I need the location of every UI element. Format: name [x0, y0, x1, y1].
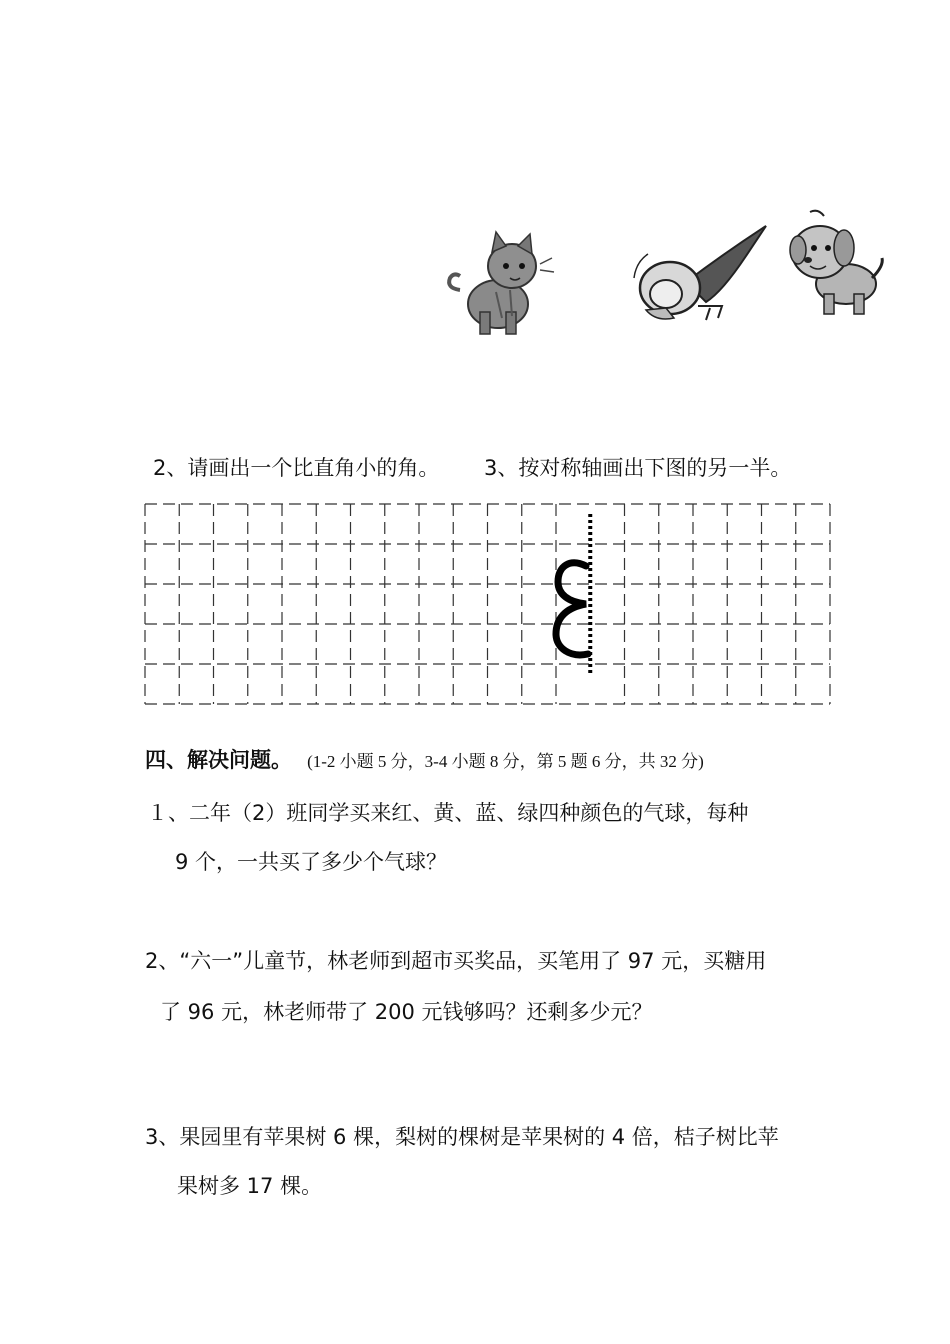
problem-1-line-2: 9 个，一共买了多少个气球？ — [175, 850, 448, 874]
problem-3-line-1: 3、果园里有苹果树 6 棵，梨树的棵树是苹果树的 4 倍，桔子树比苹 — [145, 1125, 779, 1149]
section-4-title: 四、解决问题。 — [145, 748, 292, 772]
problem-3-line-2: 果树多 17 棵。 — [177, 1174, 323, 1198]
drawing-grid[interactable] — [140, 498, 836, 710]
section-4-score-note: (1-2 小题 5 分，3-4 小题 8 分，第 5 题 6 分，共 32 分) — [307, 752, 704, 771]
bird-icon — [626, 222, 774, 330]
problem-1-line-1: １、二年（2）班同学买来红、黄、蓝、绿四种颜色的气球，每种 — [147, 801, 749, 825]
q2-prompt: 2、请画出一个比直角小的角。 — [153, 456, 440, 480]
q3-prompt: 3、按对称轴画出下图的另一半。 — [484, 456, 792, 480]
dog-icon — [784, 208, 894, 320]
half-8-shape — [556, 563, 588, 655]
grid-lines — [145, 504, 830, 704]
problem-2-line-1: 2、“六一”儿童节，林老师到超市买奖品，买笔用了 97 元，买糖用 — [145, 949, 767, 973]
problem-2-line-2: 了 96 元，林老师带了 200 元钱够吗？还剩多少元？ — [160, 1000, 653, 1024]
cat-icon — [440, 228, 565, 338]
